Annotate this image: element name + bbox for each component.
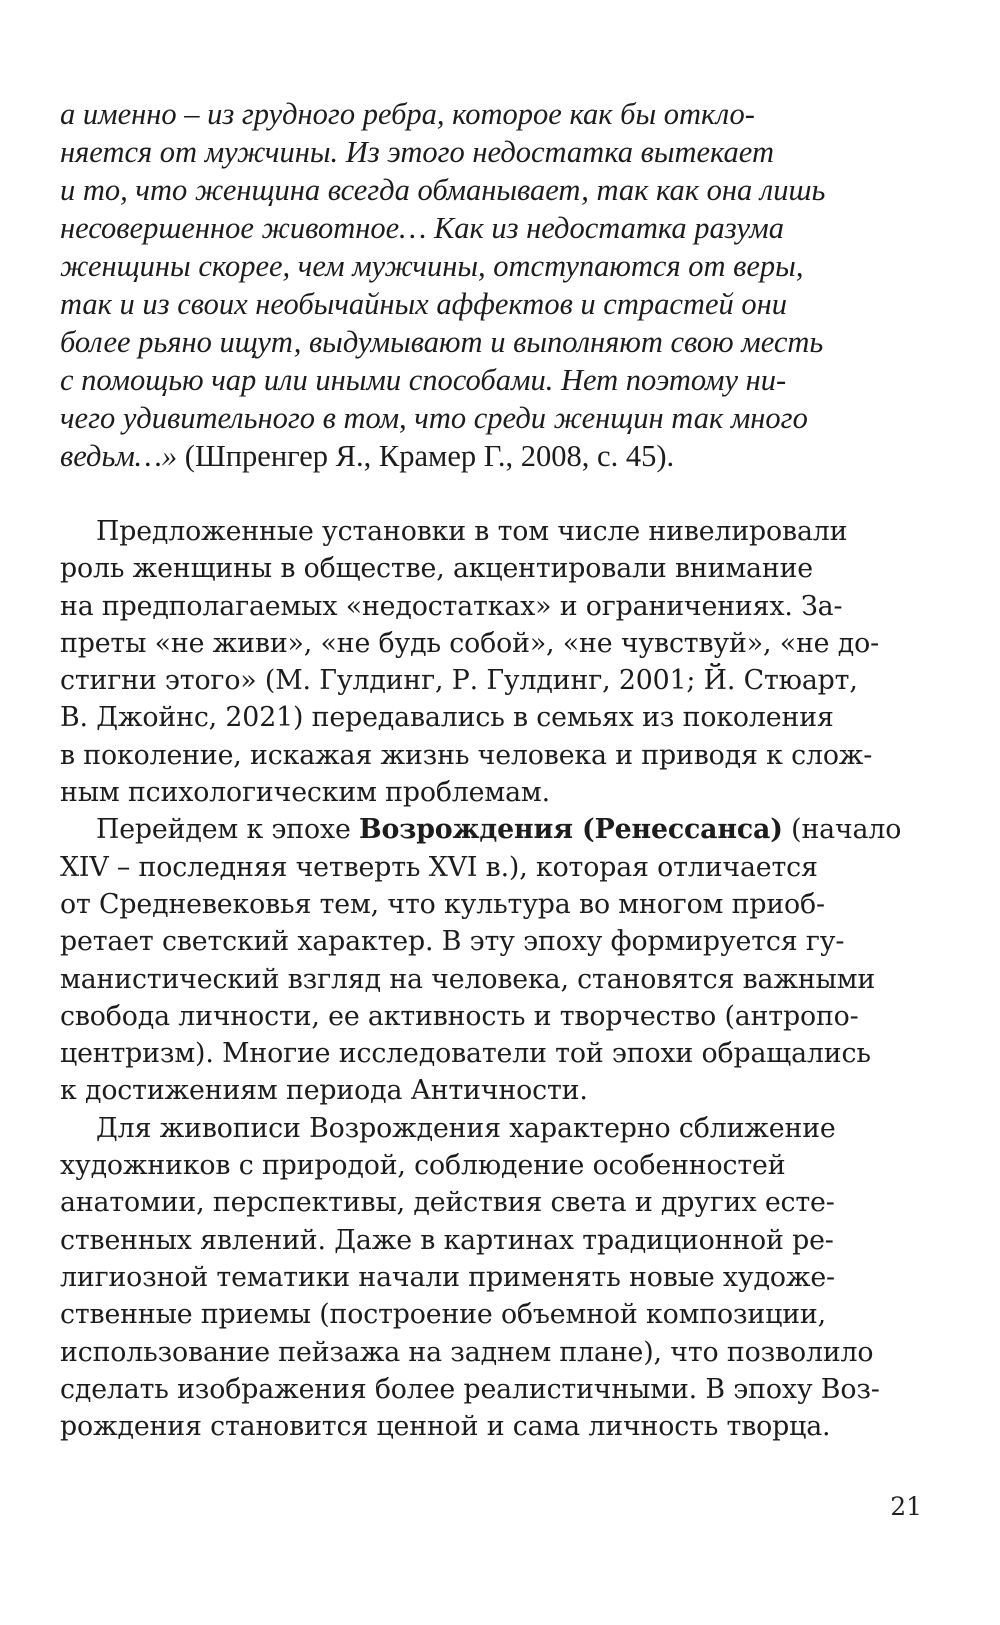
- quote-line: женщины скорее, чем мужчины, отступаются от веры,: [60, 249, 804, 283]
- paragraph-line: В. Джойнс, 2021) передавались в семьях из поколения: [60, 702, 834, 734]
- paragraph-line: на предполагаемых «недостатках» и ограничениях. За-: [60, 590, 843, 622]
- paragraph-line: к достижениям периода Античности.: [60, 1075, 588, 1107]
- paragraph-line: центризм). Многие исследователи той эпохи обращались: [60, 1038, 871, 1070]
- paragraph-line: художников с природой, соблюдение особенностей: [60, 1150, 786, 1182]
- paragraph-line: от Средневековья тем, что культура во многом приоб-: [60, 888, 825, 920]
- era-term-bold: Возрождения (Ренессанса): [359, 814, 783, 846]
- book-page: [60, 95, 940, 1445]
- paragraph-2: [60, 811, 940, 1109]
- quote-line: так и из своих необычайных аффектов и страстей они: [60, 287, 787, 321]
- quote-line: с помощью чар или иными способами. Нет поэтому ни-: [60, 363, 787, 397]
- quote-line: несовершенное животное… Как из недостатка разума: [60, 211, 784, 245]
- paragraph-line: стигни этого» (М. Гулдинг, Р. Гулдинг, 2001; Й. Стюарт,: [60, 665, 858, 697]
- quote-line: и то, что женщина всегда обманывает, так как она лишь: [60, 173, 826, 207]
- paragraph-line: свобода личности, ее активность и творчество (антропо-: [60, 1000, 859, 1032]
- quote-line: а именно – из грудного ребра, которое как бы откло-: [60, 97, 755, 131]
- paragraph-line: манистический взгляд на человека, становятся важными: [60, 963, 876, 995]
- paragraph-line: XIV – последняя четверть XVI в.), которая отличается: [60, 851, 818, 883]
- paragraph-line: Предложенные установки в том числе нивелировали: [96, 516, 848, 547]
- paragraph-line: использование пейзажа на заднем плане), что позволило: [60, 1336, 874, 1368]
- paragraph-line: преты «не живи», «не будь собой», «не чувствуй», «не до-: [60, 627, 879, 659]
- paragraph-line: анатомии, перспективы, действия света и других есте-: [60, 1187, 835, 1219]
- quote-italic-end: ведьм…»: [60, 439, 178, 473]
- paragraph-3: [60, 1110, 940, 1446]
- paragraph-text: (начало: [782, 814, 902, 846]
- quote-line: более рьяно ищут, выдумывают и выполняют свою месть: [60, 325, 824, 359]
- paragraph-line: Для живописи Возрождения характерно сближение: [96, 1112, 836, 1144]
- quote-line: чего удивительного в том, что среди женщин так много: [60, 401, 808, 435]
- page-number: 21: [890, 1492, 922, 1521]
- paragraph-line: ственные приемы (построение объемной композиции,: [60, 1299, 826, 1331]
- paragraph-line: ным психологическим проблемам.: [60, 777, 550, 809]
- quote-line: няется от мужчины. Из этого недостатка вытекает: [60, 135, 774, 169]
- paragraph-line: лигиозной тематики начали применять новые художе-: [60, 1261, 835, 1293]
- paragraph-text: Перейдем к эпохе: [96, 814, 360, 846]
- quote-citation: (Шпренгер Я., Крамер Г., 2008, с. 45).: [177, 439, 675, 473]
- paragraph-line: сделать изображения более реалистичными. В эпоху Воз-: [60, 1373, 880, 1405]
- paragraph-line: рождения становится ценной и сама личность творца.: [60, 1411, 831, 1443]
- quote-last-line: [60, 437, 940, 475]
- paragraph-line: ственных явлений. Даже в картинах традиционной ре-: [60, 1224, 834, 1256]
- paragraph-line: в поколение, искажая жизнь человека и приводя к слож-: [60, 739, 873, 771]
- paragraph-line: ретает светский характер. В эту эпоху формируется гу-: [60, 926, 845, 958]
- quote-block: [60, 95, 940, 475]
- paragraph-line: роль женщины в обществе, акцентировали внимание: [60, 553, 813, 585]
- paragraph-first-line: [60, 811, 940, 848]
- paragraph-1: [60, 513, 940, 811]
